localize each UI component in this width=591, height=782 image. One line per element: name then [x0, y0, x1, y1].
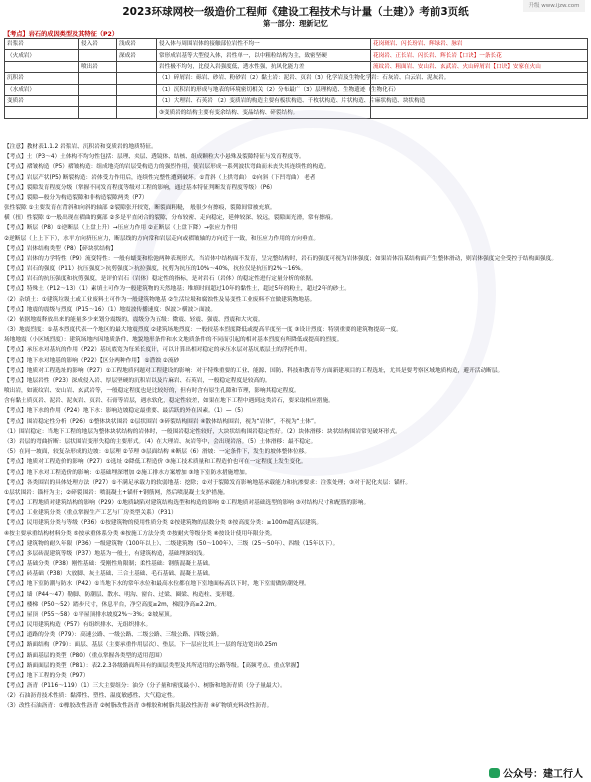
table-cell: 常形成岩基等大型侵入体，岩性单一，以中粗粒结构为主，致密坚硬	[157, 50, 371, 61]
note-line: 【考点】基础分类（P38）刚性基础：受刚性角限制；柔性基础：钢筋混凝土基础。	[4, 561, 214, 568]
table-cell	[79, 50, 117, 61]
note-line: 张性裂隙 ①主要发育在背斜和向斜的轴部 ②裂隙张开较宽，断裂面粗糙， 般很少有擦痕，裂隙间常被充填。	[4, 205, 276, 212]
note-line: 【考点】建筑物的耐久年限（P36）一级建筑物（100年以上）、二级建筑物（50～100年）、三级（25～50年）、四级（15年以下）。	[4, 540, 339, 547]
table-row	[5, 73, 588, 84]
note-line: 【考点】民用建筑构造（P57）有组织排水、无组织排水。	[4, 622, 152, 629]
table-row	[5, 50, 588, 61]
table-cell	[117, 61, 157, 72]
note-line: （2）石油沥青技术性质：黏滞性、塑性、温度敏感性、大气稳定性。	[4, 693, 179, 700]
table-row	[5, 39, 588, 50]
note-line: 【考点】地层岩性（P23）深成侵入岩、厚层坚硬的沉积岩以及片麻岩、石英岩，一般稳定程度是较高的。	[4, 377, 271, 384]
note-line: 【考点】民用建筑分类与等级（P36）①按建筑物的使用性质分类 ②按建筑物的层数分类 ③按高度分类：≥100m超高层建筑。	[4, 520, 323, 527]
table-cell: ③变质岩的结构主要有变余结构、变晶结构、碎裂结构。	[157, 107, 371, 118]
note-line: ①层状围岩：锚杆为主；②碎裂围岩：喷混凝土+锚杆+钢筋网，然后喷混凝土支护措施。	[4, 489, 229, 496]
corner-watermark: 升级 www.ijzw.com	[523, 0, 585, 12]
note-line: 【考点】裂隙—般分为构造裂隙和非构造裂隙两类（P7）	[4, 194, 148, 201]
section-heading: 【考点】岩石的成因类型及其特征（P2）	[4, 31, 119, 38]
table-cell	[79, 84, 117, 95]
note-line: 【考点】墙（P44～47）勒脚、防潮层、散水、明沟、窗台、过梁、圈梁、构造柱、变形缝。	[4, 591, 239, 598]
note-line: 【考点】岩体的力学特性（P9）流变特性：一般有蠕变和松弛两种表现形式。当岩体中结构面不发育，呈完整结构时，岩石的强度可视为岩体强度；如果岩体沿某结构面产生整体滑动，则岩体强度完全受控于结构面强度。	[4, 255, 558, 262]
note-line: 【考点】屋顶（P55～58）①平屋顶排水坡度2%～3%；②坡屋顶。	[4, 611, 176, 618]
table-cell	[371, 107, 588, 118]
note-line: 【考点】承压水对基坑的作用（P22）基坑底宽为每米长度计，可以计算出相对稳定的承压水层对基坑底层土的浮托作用。	[4, 347, 311, 354]
table-cell	[117, 73, 157, 84]
note-line: 【考点】地下工程的分类（P97）	[4, 672, 89, 679]
table-cell	[5, 61, 79, 72]
page-title: 2023环球网校一级造价工程师《建设工程技术与计量（土建）》考前3页纸	[122, 6, 469, 18]
page-subtitle: 第一部分：理新记忆	[263, 19, 328, 28]
table-cell: 深成岩	[117, 50, 157, 61]
note-line: 含有黏土质页岩、泥岩、泥灰岩、页岩、石膏等岩层，遇水软化，稳定性较差，如果在地下工程中遇到这类岩石，要采取相应措施。	[4, 398, 334, 405]
note-line: 场地地震（小区域烈度）：建筑场地内因地质条件、地貌地形条件和水文地质条件的不同而引起的相对基本烈度有所降低或提高的烈度。	[4, 337, 343, 344]
footer-text: 公众号：建工行人	[503, 769, 583, 780]
note-line: 【考点】特殊土（P12～13）（1）素填土可作为一般建筑物的天然地基；堆填时间超过10年的黏性土，超过5年的粉土，超过2年的砂土。	[4, 286, 350, 293]
note-line: 【考点】沥青（P116～119）（1）三大主要组分：油分（分子量和密度最小）、树脂和地沥青质（分子量最大）。	[4, 683, 286, 690]
note-line: 【考点】地下水对地基的影响（P22）【区分两种作用】 ①潜蚀 ②流砂	[4, 357, 180, 364]
note-line: 横（扭）性裂隙 ①一般出现在褶曲的翼部 ②多是平直闭合的裂隙，分布较密、走向稳定，延伸较深、较远，裂隙面光滑，常有擦痕。	[4, 215, 337, 222]
table-cell	[5, 107, 79, 118]
table-row	[5, 84, 588, 95]
table-cell	[79, 73, 117, 84]
note-line: （3）岩层的弯曲折断：层状围岩变形失稳的主要形式。（4）在大理岩、灰岩等中，会出现岩溶。（5）土体滑移：最不稳定。	[4, 438, 317, 445]
table-cell: （火成岩）	[5, 50, 79, 61]
table-row	[5, 107, 588, 118]
table-cell: 花岗斑岩、闪长玢岩、辉绿岩、脉岩	[371, 39, 588, 50]
table-cell	[79, 95, 117, 106]
note-line: 【考点】裂隙发育程度分级（掌握不同发育程度等级对工程的影响，通过基本特征判断发育程度等级）（P6）	[4, 184, 276, 191]
note-line: （3）地震烈度：①基本烈度代表一个地区的最大地震烈度 ②建筑场地烈度：一般较基本烈度降低或提高半度至一度 ③设计烈度：特别重要的建筑物提高一度。	[4, 327, 402, 334]
note-line: （3）改性石油沥青：①橡胶改性沥青 ②树脂改性沥青 ③橡胶和树脂共混改性沥青 ④矿物填充料改性沥青。	[4, 703, 273, 710]
note-line: （1）围岩稳定：当地下工程的地层为整体块状结构的岩体时，一般围岩稳定性较好，大块状结构围岩稳定性好。（2）块体滑移：块状结构围岩常见破坏形式。	[4, 428, 401, 435]
table-row	[5, 95, 588, 106]
table-cell: 侵入体与周围岩体的接触部位岩性不均一	[157, 39, 371, 50]
wechat-icon	[489, 768, 500, 778]
rock-types-table	[4, 38, 588, 119]
table-cell: 岩性极不均匀，比侵入岩强度低，透水性强，抗风化能力差	[157, 61, 371, 72]
table-cell: （1）沉积岩的形成与地表的环境密切相关（2）分布最广（3）层理构造、生物遗迹（生物化石）	[157, 84, 371, 95]
note-line: 【考点】岩石的强度（P11）抗压强度＞抗剪强度＞抗拉强度，抗剪为抗压的10%～40%，抗拉仅是抗压的2%～16%。	[4, 266, 307, 273]
note-line: ④按主要承重结构材料分类 ⑤按承重体系分类 ⑥按施工方法分类 ⑦按耐火等级分类 ⑧按设计使用年限分类。	[4, 530, 276, 537]
table-cell: （1）碎屑岩：砾岩、砂岩、粉砂岩（2）黏土岩：泥岩、页岩（3）化学岩及生物化学岩：石灰岩、白云岩、泥灰岩。	[157, 73, 371, 84]
table-cell: 浅成岩	[117, 39, 157, 50]
table-row	[5, 61, 588, 72]
note-line: 【考点】各类围岩的具体处理方法（P27）①不满足承载力的软弱地基：挖除；②对于裂隙发育影响地基承载能力和抗渗要求：注浆处理；③对于泥化夹层：锚杆。	[4, 479, 412, 486]
table-cell: 变质岩	[5, 95, 79, 106]
note-line: 【考点】地下水的作用（P24）地下水：影响边坡稳定最重要、最活跃的外在因素。（1）—（5）	[4, 408, 247, 415]
note-line: 【考点】工业建筑分类（重点掌握生产工艺与厂房类型关系）（P31）	[4, 510, 177, 517]
note-line: 【考点】断层（P8）①逆断层（上盘上升）→压应力作用 ②正断层（上盘下降）→张应力作用	[4, 225, 238, 232]
note-line: 【考点】地下水对工程造价的影响：①基础埋深增加 ②施工排水方案增加 ③地下室防水措施增加。	[4, 469, 251, 476]
table-cell: 岩浆岩	[5, 39, 79, 50]
note-line: 【考点】工程地质对建筑结构的影响（P29）①地质缺陷对建筑结构选型和构造的影响 ②工程地质对基础选型的影响 ③对结构尺寸和配筋的影响。	[4, 500, 370, 507]
table-cell: 流纹岩、粗面岩、安山岩、玄武岩、火山碎屑岩【口诀】安家在火山	[371, 61, 588, 72]
table-cell: 沉积岩	[5, 73, 79, 84]
note-line: 【考点】路面基层的类型（P80）（重点掌握各类型的适用范围）	[4, 652, 166, 659]
note-line: ②逆断层（上上下下），水平方向挤压应力，断层线的方向常和岩层走向或褶皱轴的方向近于一致，和压应力作用的方向垂直。	[4, 235, 320, 242]
table-cell	[117, 95, 157, 106]
table-cell: （水成岩）	[5, 84, 79, 95]
note-line: 【考点】路面结构（P79）：面层、基层（主要承重作用层次）、垫层。下一层应比其上一层的每边宽出0.25m	[4, 642, 278, 649]
note-line: 【考点】地质对工程选址的影响（P27）①工程地质问题对工程建设的影响：对于特殊重要的工业、能源、国防、科技和教育等方面新建项目的工程选址，尤其是要考察区域地质构造，避开活动断层。	[4, 367, 504, 374]
note-line: 【考点】楼梯（P50～52）踏步尺寸，休息平台，净空高度≥2m，梯段净高≥2.2m。	[4, 601, 221, 608]
note-line: 【考点】砖基础（P38）大放脚、灰土基础、三合土基础、毛石基础、混凝土基础。	[4, 571, 214, 578]
note-line: 【考点】褶皱构造（P5）褶皱构造：组成地壳的岩层受构造力的强烈作用，使岩层形成一系列波状弯曲而未丧失其连续性的构造。	[4, 164, 330, 171]
note-line: 喷出岩，如流纹岩、安山岩、玄武岩等，一般稳定程度也是比较好的，但有时含有原生孔隙和节理，影响其稳定程度。	[4, 388, 300, 395]
table-cell	[117, 107, 157, 118]
note-line: 【考点】地下室防潮与防水（P42）①当地下水的常年水位和最高水位都在地下室地面标高以下时，地下室需做防潮处理。	[4, 581, 310, 588]
table-cell	[117, 84, 157, 95]
table-cell: 侵入岩	[79, 39, 117, 50]
note-line: （2）依据地震释放出来的能量多少来划分震级的，震级分为五级：微震、轻震、强震、烈震和大灾震。	[4, 316, 264, 323]
table-cell: （1）大理岩、石英岩 （2）变质岩的构造主要有板状构造、千枚状构造、片状构造、片麻状构造、块状构造	[157, 95, 371, 106]
note-line: 【考点】土（P3～4）土体构不均匀性包括：层理、夹层、透镜体、结核、组成颗粒大小悬殊及裂隙特征与发育程度等。	[4, 154, 305, 161]
note-line: （2）杂填土：①建筑垃圾土或工业废料土可作为一般建筑物地基 ②生活垃圾和腐蚀性及易变性工业废料不宜做建筑物地基。	[4, 296, 316, 303]
table-cell	[371, 84, 588, 95]
footer-credit	[489, 765, 583, 780]
note-line: 【考点】岩层产状(P5) 断裂构造：岩体受力作用后，连续性完整性遭到破坏。①背斜（上拱弯曲） ②向斜（下凹弯曲） 老者	[4, 174, 316, 181]
table-cell: 花岗岩、正长岩、闪长岩、辉长岩【口诀】一条长花	[371, 50, 588, 61]
note-line: 【考点】岩体结构类型（P8）【碎块状结构】	[4, 245, 117, 252]
note-line: 【考点】地震的震级与烈度（P15～16）（1）地震波传播速度：纵波＞横波＞面波。	[4, 306, 217, 313]
note-line: 【考点】岩石的抗压强度和抗剪强度，是评价岩石（岩体）稳定性的指标，是对岩石（岩体）的稳定性进行定量分析的依据。	[4, 276, 317, 283]
note-line: 【考点】路面面层的类型（P81）：表2.2.3各级路面所具有的面层类型及其所适用的公路等级。【高频考点、重点掌握】	[4, 662, 303, 669]
note-line: 【考点】围岩稳定性分析（P26）①整体块状围岩 ②层状围岩 ③碎裂结构围岩 ④散体结构围岩，视为“岩体”，不视为“土体”。	[4, 418, 320, 425]
note-line: 【考点】地质对工程造价的影响（P27）①选址 ②降低工程造价 ③施工技术质量和工程造价也可在一定程度上发生变化。	[4, 459, 307, 466]
note-line: 【考点】多层砖混建筑等级（P37）地基为一般土，有建筑构造，基础埋深较浅。	[4, 550, 209, 557]
table-cell: 喷出岩	[79, 61, 117, 72]
note-line: 【注意】教材表1.1.2 岩浆岩、沉积岩和变质岩的地质特征。	[4, 144, 157, 150]
table-cell	[79, 107, 117, 118]
note-line: 【考点】道路的分类（P79）：高速公路、一级公路、二级公路、三级公路、四级公路。	[4, 632, 223, 639]
note-line: （5）在同一坡面，较复杂形成的边坡：①层理 ②节理 ③层面结构 ④断层（6）滑坡：一定条件下，发生的坡体整体位移。	[4, 449, 311, 456]
notes-body	[4, 142, 587, 712]
